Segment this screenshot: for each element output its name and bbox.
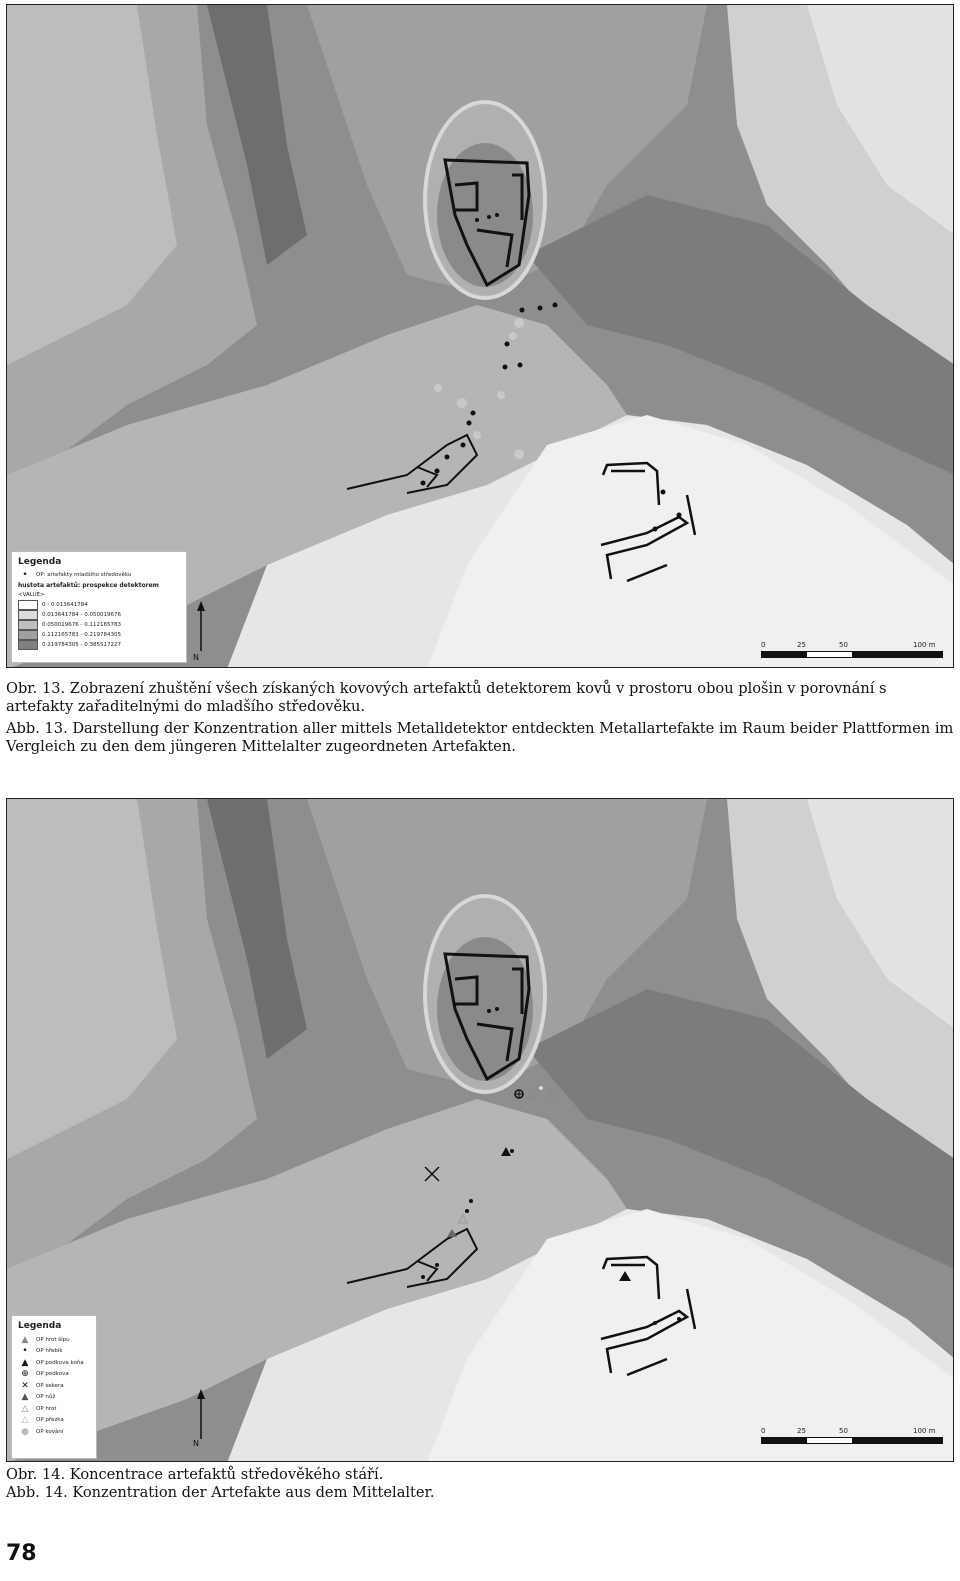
caption-cz: Obr. 13. Zobrazení zhuštění všech získaných kovových artefaktů detektorem kovů v prostoru obou plošin v porovnání s artefakty zařaditelnými do mladšího středověku. <box>6 680 887 715</box>
scale-tick-100: 100 m <box>913 1427 936 1435</box>
legend-value-header: <VALUE> <box>18 592 45 598</box>
legend-class-label: 0 - 0.013641784 <box>42 602 88 608</box>
legend-item-row <box>18 1346 90 1358</box>
legend-item-label: OP hrot šípu <box>36 1336 70 1343</box>
legend-symbol-icon: △ <box>21 1415 29 1426</box>
legend-item-row <box>18 1415 90 1427</box>
legend-item-label: OP nůž <box>36 1394 56 1401</box>
legend-swatch <box>18 640 38 650</box>
legend-item-label: OP podkova koňa <box>36 1359 84 1366</box>
legend-artifacts <box>11 1315 97 1459</box>
legend-symbol-icon: • <box>22 1346 28 1357</box>
caption-cz: Obr. 14. Koncentrace artefaktů středověkého stáří. <box>6 1466 384 1483</box>
legend-point-item <box>18 570 180 580</box>
legend-class-label: 0.112165783 - 0.219784305 <box>42 632 121 638</box>
legend-symbol-icon: ⊕ <box>21 1369 29 1380</box>
legend-item-label: OP sekera <box>36 1382 64 1389</box>
scale-tick-0: 0 <box>761 641 766 649</box>
legend-item-row <box>18 1426 90 1438</box>
north-arrow-icon <box>195 601 207 653</box>
scale-tick-100: 100 m <box>913 641 936 649</box>
caption-figure-13 <box>6 680 956 756</box>
terrain-relief <box>7 799 954 1462</box>
caption-figure-14 <box>6 1466 956 1502</box>
scale-bar-segments <box>761 651 943 658</box>
north-arrow-icon <box>195 1389 207 1441</box>
legend-swatch <box>18 620 38 630</box>
scale-bar-segments <box>761 1437 943 1444</box>
legend-item-label: OP hřebík <box>36 1348 63 1355</box>
map-figure-14 <box>6 798 954 1462</box>
legend-symbol-icon: ● <box>21 1426 29 1437</box>
scale-tick-25: 25 <box>797 641 806 649</box>
legend-class-row <box>18 610 180 620</box>
artifact-dot-icon: • <box>22 570 28 580</box>
legend-item-label: OP přezka <box>36 1417 64 1424</box>
legend-title: Legenda <box>18 557 62 567</box>
legend-swatch <box>18 630 38 640</box>
legend-item-label: OP kování <box>36 1428 64 1435</box>
legend-symbol-icon: ✕ <box>21 1380 29 1391</box>
legend-class-row <box>18 600 180 610</box>
legend-item-row <box>18 1403 90 1415</box>
legend-item-label: OP hrot <box>36 1405 57 1412</box>
north-arrow-label: N <box>193 653 199 662</box>
legend-swatch <box>18 610 38 620</box>
legend-items <box>18 1334 90 1438</box>
legend-item-row <box>18 1357 90 1369</box>
scale-tick-50: 50 <box>839 641 848 649</box>
caption-de: Abb. 13. Darstellung der Konzentration aller mittels Metalldetektor entdeckten Metallartefakte im Raum beider Plattformen im Vergleich zu den dem jüngeren Mittelalter zugeordneten Artefakten. <box>6 720 954 755</box>
legend-symbol-icon: △ <box>21 1403 29 1414</box>
legend-item-label: OP podkova <box>36 1371 69 1378</box>
legend-title: Legenda <box>18 1321 62 1331</box>
north-arrow-label: N <box>193 1439 199 1448</box>
legend-class-row <box>18 630 180 640</box>
legend-item-row <box>18 1334 90 1346</box>
scale-tick-50: 50 <box>839 1427 848 1435</box>
scale-bar <box>761 641 943 658</box>
legend-swatch <box>18 600 38 610</box>
legend-classes <box>18 600 180 650</box>
legend-item-row <box>18 1369 90 1381</box>
legend-class-row <box>18 620 180 630</box>
legend-density <box>11 551 187 663</box>
legend-class-label: 0.219784305 - 0.385517227 <box>42 642 121 648</box>
legend-item-row <box>18 1392 90 1404</box>
legend-symbol-icon: ▲ <box>21 1357 29 1368</box>
legend-class-label: 0.013641784 - 0.050019676 <box>42 612 121 618</box>
legend-item-row <box>18 1380 90 1392</box>
scale-bar <box>761 1427 943 1444</box>
page-number: 78 <box>6 1541 37 1566</box>
legend-symbol-icon: ▲ <box>21 1334 29 1345</box>
legend-symbol-icon: ▲ <box>21 1392 29 1403</box>
legend-point-label: OP: artefakty mladšího středověku <box>36 572 132 578</box>
map-figure-13 <box>6 4 954 668</box>
legend-class-row <box>18 640 180 650</box>
legend-subtitle: hustota artefaktů: prospekce detektorem <box>18 581 159 589</box>
scale-tick-25: 25 <box>797 1427 806 1435</box>
legend-class-label: 0.050019676 - 0.112165783 <box>42 622 121 628</box>
caption-de: Abb. 14. Konzentration der Artefakte aus dem Mittelalter. <box>6 1484 435 1501</box>
scale-tick-0: 0 <box>761 1427 766 1435</box>
